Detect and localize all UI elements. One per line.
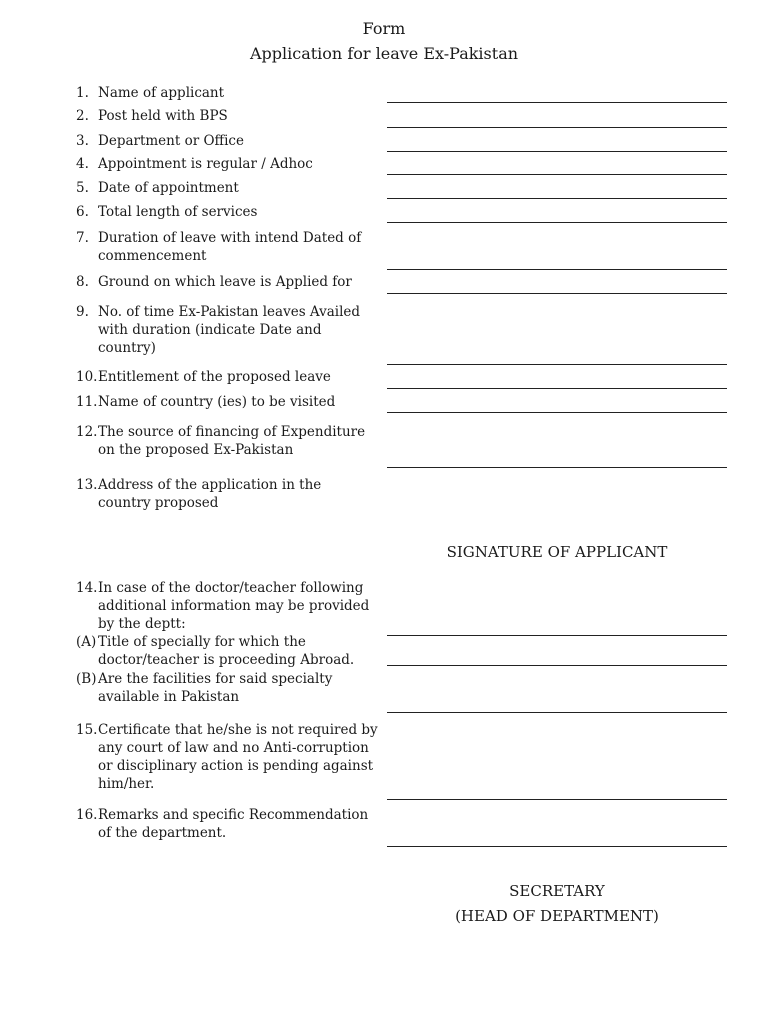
item-label: Total length of services [98, 204, 258, 220]
page-title: Application for leave Ex-Pakistan [249, 44, 519, 63]
item-label: Are the facilities for said specialty available in Pakistan [98, 671, 333, 705]
item-label: Address of the application in the country proposed [98, 477, 322, 511]
item-number: 4. [76, 156, 89, 172]
item-number: 15. [76, 722, 98, 738]
item-number: 14. [76, 580, 98, 596]
item-label: Title of specially for which the doctor/teacher is proceeding Abroad. [98, 634, 355, 668]
item-label: The source of financing of Expenditure on the proposed Ex-Pakistan [98, 424, 366, 458]
item-label: Appointment is regular / Adhoc [98, 156, 313, 172]
item-label: Post held with BPS [98, 108, 228, 124]
answer-line-14b[interactable] [387, 712, 727, 713]
answer-line-14[interactable] [387, 635, 727, 636]
item-number: 1. [76, 85, 89, 101]
item-number: 6. [76, 204, 89, 220]
item-label: No. of time Ex-Pakistan leaves Availed with duration (indicate Date and country) [98, 304, 361, 356]
item-label: Date of appointment [98, 180, 239, 196]
answer-line-14a[interactable] [387, 665, 727, 666]
answer-line-16[interactable] [387, 846, 727, 847]
answer-line-11[interactable] [387, 412, 727, 413]
answer-line-2[interactable] [387, 127, 727, 128]
answer-line-4[interactable] [387, 174, 727, 175]
answer-line-6[interactable] [387, 222, 727, 223]
item-number: 8. [76, 274, 89, 290]
item-number: 2. [76, 108, 89, 124]
item-number: 12. [76, 424, 98, 440]
answer-line-7[interactable] [387, 269, 727, 270]
item-number: 13. [76, 477, 98, 493]
answer-line-3[interactable] [387, 151, 727, 152]
answer-line-8[interactable] [387, 293, 727, 294]
item-number: 16. [76, 807, 98, 823]
item-label: In case of the doctor/teacher following additional information may be provided by the deptt: [98, 580, 370, 632]
item-number: (B) [76, 671, 97, 687]
answer-line-15[interactable] [387, 799, 727, 800]
answer-line-1[interactable] [387, 102, 727, 103]
item-number: (A) [76, 634, 97, 650]
item-label: Entitlement of the proposed leave [98, 369, 331, 385]
answer-line-12[interactable] [387, 467, 727, 468]
form-label: Form [362, 19, 406, 38]
item-label: Name of country (ies) to be visited [98, 394, 336, 410]
item-number: 9. [76, 304, 89, 320]
item-number: 10. [76, 369, 98, 385]
item-label: Duration of leave with intend Dated of commencement [98, 230, 362, 264]
item-number: 3. [76, 133, 89, 149]
item-label: Ground on which leave is Applied for [98, 274, 352, 290]
answer-line-5[interactable] [387, 198, 727, 199]
secretary-title: SECRETARY [509, 882, 605, 900]
item-label: Certificate that he/she is not required by any court of law and no Anti-corruption or disciplinary action is pending against him/her. [98, 722, 378, 792]
head-of-department: (HEAD OF DEPARTMENT) [455, 907, 659, 925]
signature-of-applicant: SIGNATURE OF APPLICANT [446, 543, 668, 561]
answer-line-10[interactable] [387, 388, 727, 389]
item-number: 11. [76, 394, 98, 410]
item-number: 5. [76, 180, 89, 196]
answer-line-9[interactable] [387, 364, 727, 365]
item-number: 7. [76, 230, 89, 246]
item-label: Name of applicant [98, 85, 225, 101]
item-label: Department or Office [98, 133, 244, 149]
item-label: Remarks and specific Recommendation of the department. [98, 807, 369, 841]
